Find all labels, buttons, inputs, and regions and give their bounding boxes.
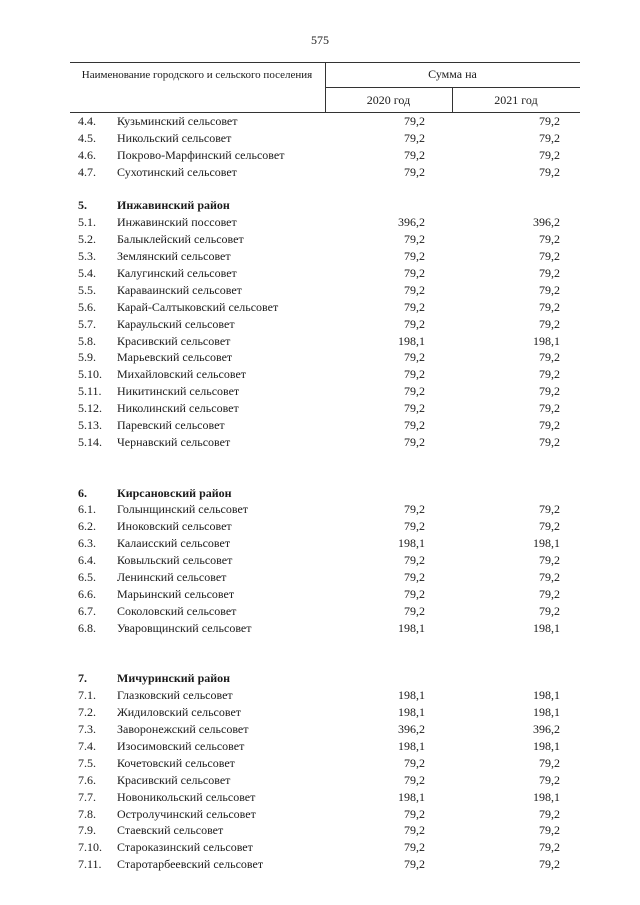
row-name: Карай-Салтыковский сельсовет bbox=[117, 299, 279, 314]
row-value-2021: 198,1 bbox=[533, 536, 560, 551]
row-value-2021: 198,1 bbox=[533, 705, 560, 720]
row-number: 5.9. bbox=[78, 350, 96, 365]
row-number: 5.11. bbox=[78, 384, 102, 399]
table-row bbox=[0, 790, 640, 807]
row-value-2021: 79,2 bbox=[539, 299, 560, 314]
row-name: Красивский сельсовет bbox=[117, 333, 231, 348]
row-value-2021: 79,2 bbox=[539, 130, 560, 145]
row-value-2020: 79,2 bbox=[404, 603, 425, 618]
row-value-2020: 79,2 bbox=[404, 857, 425, 872]
row-name: Инжавинский поссовет bbox=[117, 215, 237, 230]
row-spacer bbox=[0, 638, 640, 655]
row-spacer bbox=[0, 452, 640, 469]
row-name: Николинский сельсовет bbox=[117, 401, 239, 416]
row-value-2020: 79,2 bbox=[404, 266, 425, 281]
row-value-2021: 79,2 bbox=[539, 823, 560, 838]
row-name: Покрово-Марфинский сельсовет bbox=[117, 147, 285, 162]
row-value-2020: 79,2 bbox=[404, 553, 425, 568]
table-row bbox=[0, 739, 640, 756]
row-number: 4.5. bbox=[78, 130, 96, 145]
row-value-2020: 79,2 bbox=[404, 755, 425, 770]
row-name: Кочетовский сельсовет bbox=[117, 755, 235, 770]
row-value-2020: 79,2 bbox=[404, 249, 425, 264]
table-row bbox=[0, 131, 640, 148]
row-value-2021: 79,2 bbox=[539, 249, 560, 264]
row-number: 5.12. bbox=[78, 401, 102, 416]
row-spacer bbox=[0, 655, 640, 672]
table-row bbox=[0, 840, 640, 857]
row-number: 6.1. bbox=[78, 502, 96, 517]
row-value-2020: 79,2 bbox=[404, 806, 425, 821]
row-number: 7.1. bbox=[78, 688, 96, 703]
row-number: 4.7. bbox=[78, 164, 96, 179]
row-value-2021: 79,2 bbox=[539, 418, 560, 433]
row-name: Голынщинский сельсовет bbox=[117, 502, 249, 517]
row-number: 6.7. bbox=[78, 603, 96, 618]
row-number: 6.8. bbox=[78, 620, 96, 635]
row-value-2020: 79,2 bbox=[404, 316, 425, 331]
section-heading bbox=[0, 486, 640, 503]
row-value-2020: 79,2 bbox=[404, 164, 425, 179]
table-row bbox=[0, 621, 640, 638]
row-value-2020: 79,2 bbox=[404, 299, 425, 314]
row-value-2021: 79,2 bbox=[539, 350, 560, 365]
row-value-2021: 79,2 bbox=[539, 857, 560, 872]
row-name: Инжавинский район bbox=[117, 198, 230, 213]
row-value-2020: 79,2 bbox=[404, 772, 425, 787]
row-value-2021: 198,1 bbox=[533, 688, 560, 703]
table-row bbox=[0, 317, 640, 334]
row-spacer bbox=[0, 182, 640, 199]
table-row bbox=[0, 536, 640, 553]
row-name: Изосимовский сельсовет bbox=[117, 738, 245, 753]
row-value-2020: 198,1 bbox=[398, 536, 425, 551]
row-number: 7.11. bbox=[78, 857, 102, 872]
table-row bbox=[0, 570, 640, 587]
row-spacer bbox=[0, 469, 640, 486]
row-value-2021: 79,2 bbox=[539, 755, 560, 770]
row-value-2021: 79,2 bbox=[539, 316, 560, 331]
row-name: Глазковский сельсовет bbox=[117, 688, 233, 703]
row-name: Никитинский сельсовет bbox=[117, 384, 240, 399]
row-value-2020: 79,2 bbox=[404, 232, 425, 247]
header-bottom-rule bbox=[70, 112, 580, 113]
row-value-2021: 396,2 bbox=[533, 215, 560, 230]
row-number: 5.13. bbox=[78, 418, 102, 433]
row-value-2021: 79,2 bbox=[539, 266, 560, 281]
table-row bbox=[0, 722, 640, 739]
table-row bbox=[0, 367, 640, 384]
row-name: Жидиловский сельсовет bbox=[117, 705, 242, 720]
row-value-2020: 198,1 bbox=[398, 333, 425, 348]
row-name: Иноковский сельсовет bbox=[117, 519, 232, 534]
table-row bbox=[0, 857, 640, 874]
table-row bbox=[0, 519, 640, 536]
table-row bbox=[0, 249, 640, 266]
row-value-2020: 79,2 bbox=[404, 114, 425, 128]
row-value-2020: 79,2 bbox=[404, 519, 425, 534]
row-number: 6.3. bbox=[78, 536, 96, 551]
row-value-2021: 198,1 bbox=[533, 738, 560, 753]
column-header-sum: Сумма на bbox=[428, 67, 477, 81]
row-number: 5.1. bbox=[78, 215, 96, 230]
row-number: 7.7. bbox=[78, 789, 96, 804]
row-name: Марьинский сельсовет bbox=[117, 586, 235, 601]
row-name: Заворонежский сельсовет bbox=[117, 722, 249, 737]
row-value-2020: 79,2 bbox=[404, 282, 425, 297]
row-value-2021: 79,2 bbox=[539, 772, 560, 787]
column-header-name: Наименование городского и сельского поселения bbox=[81, 69, 313, 81]
row-name: Паревский сельсовет bbox=[117, 418, 225, 433]
table-row bbox=[0, 688, 640, 705]
column-header-year-2020: 2020 год bbox=[366, 93, 411, 107]
row-name: Марьевский сельсовет bbox=[117, 350, 233, 365]
row-number: 6.2. bbox=[78, 519, 96, 534]
table-row bbox=[0, 587, 640, 604]
row-name: Остролучинский сельсовет bbox=[117, 806, 256, 821]
row-name: Караваинский сельсовет bbox=[117, 282, 242, 297]
row-value-2021: 79,2 bbox=[539, 434, 560, 449]
row-value-2021: 79,2 bbox=[539, 519, 560, 534]
table-row bbox=[0, 435, 640, 452]
table-row bbox=[0, 705, 640, 722]
table-row bbox=[0, 334, 640, 351]
row-number: 7.9. bbox=[78, 823, 96, 838]
row-value-2021: 396,2 bbox=[533, 722, 560, 737]
row-value-2021: 79,2 bbox=[539, 147, 560, 162]
row-name: Красивский сельсовет bbox=[117, 772, 231, 787]
row-value-2020: 396,2 bbox=[398, 722, 425, 737]
row-number: 4.6. bbox=[78, 147, 96, 162]
table-row bbox=[0, 215, 640, 232]
table-row bbox=[0, 114, 640, 131]
row-value-2020: 79,2 bbox=[404, 147, 425, 162]
table-row bbox=[0, 148, 640, 165]
row-name: Соколовский сельсовет bbox=[117, 603, 237, 618]
row-name: Ковыльский сельсовет bbox=[117, 553, 233, 568]
row-value-2020: 79,2 bbox=[404, 384, 425, 399]
row-value-2020: 396,2 bbox=[398, 215, 425, 230]
row-value-2020: 79,2 bbox=[404, 350, 425, 365]
row-value-2020: 79,2 bbox=[404, 586, 425, 601]
row-value-2020: 198,1 bbox=[398, 705, 425, 720]
row-number: 7.4. bbox=[78, 738, 96, 753]
row-value-2021: 79,2 bbox=[539, 367, 560, 382]
table-row bbox=[0, 773, 640, 790]
row-number: 6. bbox=[78, 485, 87, 500]
row-value-2021: 79,2 bbox=[539, 570, 560, 585]
row-name: Ленинский сельсовет bbox=[117, 570, 227, 585]
table-body bbox=[0, 114, 640, 874]
row-name: Старотарбеевский сельсовет bbox=[117, 857, 264, 872]
section-heading bbox=[0, 198, 640, 215]
row-number: 6.6. bbox=[78, 586, 96, 601]
table-row bbox=[0, 823, 640, 840]
table-row bbox=[0, 807, 640, 824]
row-value-2020: 79,2 bbox=[404, 823, 425, 838]
table-row bbox=[0, 300, 640, 317]
row-number: 7.5. bbox=[78, 755, 96, 770]
table-row bbox=[0, 283, 640, 300]
row-value-2021: 79,2 bbox=[539, 164, 560, 179]
table-row bbox=[0, 401, 640, 418]
row-value-2020: 198,1 bbox=[398, 620, 425, 635]
table-row bbox=[0, 418, 640, 435]
row-number: 7.8. bbox=[78, 806, 96, 821]
row-number: 6.4. bbox=[78, 553, 96, 568]
row-number: 5.3. bbox=[78, 249, 96, 264]
row-name: Стаевский сельсовет bbox=[117, 823, 224, 838]
row-name: Караульский сельсовет bbox=[117, 316, 235, 331]
row-number: 5.2. bbox=[78, 232, 96, 247]
row-value-2020: 79,2 bbox=[404, 840, 425, 855]
page-number: 575 bbox=[311, 33, 329, 47]
row-number: 5.7. bbox=[78, 316, 96, 331]
row-number: 7.6. bbox=[78, 772, 96, 787]
row-number: 7.10. bbox=[78, 840, 102, 855]
row-value-2020: 79,2 bbox=[404, 367, 425, 382]
row-name: Балыклейский сельсовет bbox=[117, 232, 244, 247]
row-number: 5.4. bbox=[78, 266, 96, 281]
row-number: 4.4. bbox=[78, 114, 96, 128]
row-value-2021: 198,1 bbox=[533, 789, 560, 804]
row-name: Никольский сельсовет bbox=[117, 130, 232, 145]
table-row bbox=[0, 553, 640, 570]
row-value-2021: 79,2 bbox=[539, 384, 560, 399]
row-number: 6.5. bbox=[78, 570, 96, 585]
row-number: 5.10. bbox=[78, 367, 102, 382]
row-value-2020: 79,2 bbox=[404, 570, 425, 585]
row-name: Калугинский сельсовет bbox=[117, 266, 237, 281]
row-number: 5.6. bbox=[78, 299, 96, 314]
row-name: Михайловский сельсовет bbox=[117, 367, 247, 382]
row-value-2021: 79,2 bbox=[539, 603, 560, 618]
row-value-2021: 79,2 bbox=[539, 586, 560, 601]
row-value-2021: 79,2 bbox=[539, 282, 560, 297]
row-value-2021: 198,1 bbox=[533, 333, 560, 348]
row-number: 5.14. bbox=[78, 434, 102, 449]
row-number: 5.5. bbox=[78, 282, 96, 297]
row-value-2020: 198,1 bbox=[398, 688, 425, 703]
table-row bbox=[0, 165, 640, 182]
row-value-2021: 79,2 bbox=[539, 114, 560, 128]
row-value-2021: 79,2 bbox=[539, 401, 560, 416]
header-mid-rule bbox=[325, 87, 580, 88]
row-value-2020: 198,1 bbox=[398, 789, 425, 804]
row-name: Кузьминский сельсовет bbox=[117, 114, 238, 128]
row-value-2020: 79,2 bbox=[404, 418, 425, 433]
row-name: Староказинский сельсовет bbox=[117, 840, 253, 855]
row-name: Сухотинский сельсовет bbox=[117, 164, 237, 179]
row-value-2020: 79,2 bbox=[404, 401, 425, 416]
table-row bbox=[0, 756, 640, 773]
table-row bbox=[0, 384, 640, 401]
table-row bbox=[0, 604, 640, 621]
row-name: Новоникольский сельсовет bbox=[117, 789, 256, 804]
row-name: Кирсановский район bbox=[117, 485, 232, 500]
row-value-2020: 79,2 bbox=[404, 434, 425, 449]
row-value-2021: 198,1 bbox=[533, 620, 560, 635]
row-number: 7.3. bbox=[78, 722, 96, 737]
row-value-2021: 79,2 bbox=[539, 840, 560, 855]
row-name: Мичуринский район bbox=[117, 671, 231, 686]
row-value-2021: 79,2 bbox=[539, 502, 560, 517]
row-number: 7. bbox=[78, 671, 87, 686]
row-value-2021: 79,2 bbox=[539, 806, 560, 821]
row-value-2021: 79,2 bbox=[539, 553, 560, 568]
row-name: Чернавский сельсовет bbox=[117, 434, 231, 449]
row-number: 5. bbox=[78, 198, 87, 213]
table-row bbox=[0, 350, 640, 367]
row-name: Уваровщинский сельсовет bbox=[117, 620, 252, 635]
table-row bbox=[0, 502, 640, 519]
table-row bbox=[0, 232, 640, 249]
row-value-2020: 79,2 bbox=[404, 502, 425, 517]
column-header-year-2021: 2021 год bbox=[494, 93, 538, 107]
row-name: Землянский сельсовет bbox=[117, 249, 231, 264]
row-value-2021: 79,2 bbox=[539, 232, 560, 247]
section-heading bbox=[0, 671, 640, 688]
table-row bbox=[0, 266, 640, 283]
row-name: Калаисский сельсовет bbox=[117, 536, 231, 551]
row-number: 5.8. bbox=[78, 333, 96, 348]
row-number: 7.2. bbox=[78, 705, 96, 720]
row-value-2020: 79,2 bbox=[404, 130, 425, 145]
row-value-2020: 198,1 bbox=[398, 738, 425, 753]
